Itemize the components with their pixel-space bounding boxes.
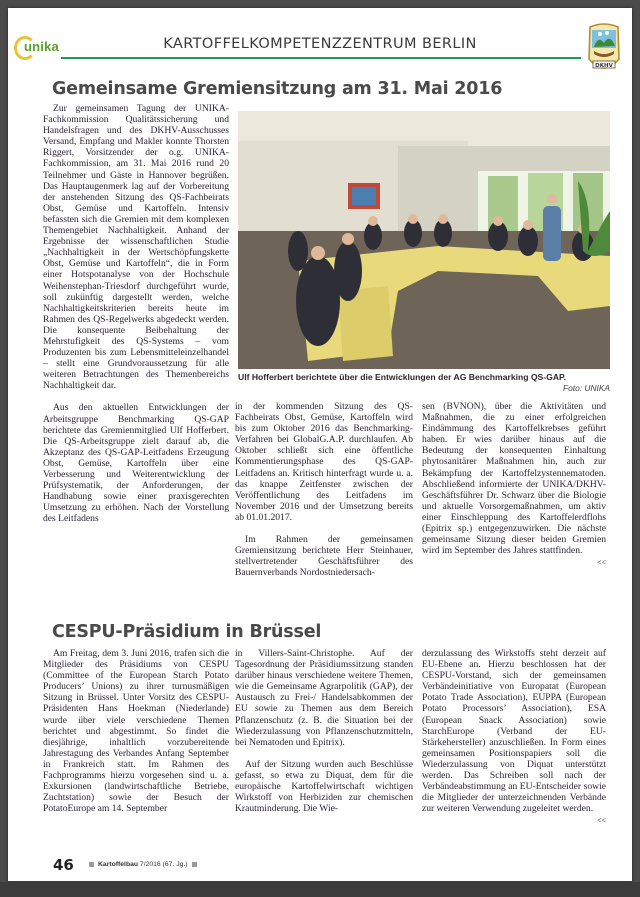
viewer-background <box>0 882 640 897</box>
article2-column-2 <box>235 648 413 814</box>
magazine-name: Kartoffelbau <box>98 861 139 868</box>
article2-column-3 <box>422 648 606 827</box>
header-divider <box>61 57 581 59</box>
article1-column-3 <box>422 401 606 568</box>
paragraph: in der kommenden Sitzung des QS-Fachbeirats Obst, Gemüse, Kartoffeln wird bis zum Oktober 2016 das Benchmarking-Verfahren bei GlobalG.A.P. durchlaufen. Ab Oktober schließt sich eine öffentliche Kommentierungsphase des QS-GAP-Leitfadens an. Kritisch hinterfragt wurde u. a. das knappe Zeitfenster zwischen der Veröffentlichung des Leitfadens im November 2016 und der Umsetzung bereits ab 01.01.2017. <box>235 401 413 523</box>
paragraph: Aus den aktuellen Entwicklungen der Arbeitsgruppe Benchmarking QS-GAP berichtete das Gremienmitglied Ulf Hofferbert. Die QS-Arbeitsgruppe zielt darauf ab, die Akzeptanz des QS-GAP-Leitfadens Erzeugung Obst, Gemüse, Kartoffeln über eine Verbesserung und Weiterentwicklung der Prüfsystematik, der Anforderungen, der Handhabung sowie einer praxisgerechten Umsetzung zu erhöhen. Nach der Vorstellung des Leitfadens <box>43 402 229 525</box>
paragraph: Am Freitag, dem 3. Juni 2016, trafen sich die Mitglieder des Präsidiums von CESPU (Committee of the European Starch Potato Producers’ Unions) zu ihrer turnusmäßigen Sitzung in Brüssel. Unter Vorsitz des CESPU-Präsidenten Hans Hoekman (Niederlande) wurde über viele verschiedene Themen berichtet und abgestimmt. So findet die diesjährige, inhaltlich vorzubereitende Jahrestagung des Verbandes Anfang September in Frankreich statt. Im Rahmen des Fachprogramms hierzu vorgesehen sind u. a. Exkursionen (landwirtschaftliche Betriebe, Zuchtstation) sowie der Besuch der PotatoEurope am 14. September <box>43 648 229 815</box>
dkhv-logo-icon <box>586 23 622 75</box>
paragraph: Im Rahmen der gemeinsamen Gremiensitzung berichtete Herr Steinhauer, stellvertretender Geschäftsführer des Bauernverbands Nordostniedersach- <box>235 534 413 579</box>
article2-column-1 <box>43 648 229 814</box>
paragraph: sen (BVNON), über die Aktivitäten und Maßnahmen, die zu einer erfolgreichen Eindämmung des Kartoffelkrebses geführt haben. Er wies darüber hinaus auf die Bedeutung der konsequenten Einhaltung phytosanitärer Maßnahmen hin, auch zur Bekämpfung der Kartoffelzystennematoden. Abschließend informierte der UNIKA/DKHV-Geschäftsführer Dr. Schwarz über die Biologie und aktuelle Vorsorgemaßnahmen, um aktiv einer Einschleppung des Kartoffelerdflohs (Epitrix sp.) entgegenzuwirken. Die nächste gemeinsame Sitzung dieser beiden Gremien wird im September des Jahres stattfinden. <box>422 401 606 557</box>
article-title: Gemeinsame Gremiensitzung am 31. Mai 2016 <box>52 79 503 99</box>
photo-credit: Foto: UNIKA <box>562 383 610 393</box>
article-title: CESPU-Präsidium in Brüssel <box>52 622 322 642</box>
square-bullet-icon <box>192 862 197 867</box>
header-title: KARTOFFELKOMPETENZZENTRUM BERLIN <box>163 36 477 52</box>
paragraph: in Villers-Saint-Christophe. Auf der Tagesordnung der Präsidiumssitzung standen darüber hinaus verschiedene weitere Themen, wie die Gemeinsame Agrarpolitik (GAP), der Austausch zu Frei-/ Handelsabkommen der EU sowie zu Themen aus dem Bereich Pflanzenschutz (z. B. die Situation bei der Wiederzulassung von Pflanzenschutzmitteln, bei Nematoden und Epitrix). <box>235 648 413 748</box>
magazine-issue: 7/2016 (67. Jg.) <box>139 861 188 868</box>
end-of-article-mark: << <box>596 816 606 826</box>
paragraph: derzulassung des Wirkstoffs steht derzeit auf EU-Ebene an. Hierzu beschlossen hat der CESPU-Vorstand, sich der gemeinsamen Verbändeinitiative von Europatat (European Potato Trade Association), EUPPA (European Potato Processors’ Association), ESA (European Snack Association) sowie StarchEurope (Verband der EU-Stärkehersteller) anzuschließen. In Form eines gemeinsamen Positionspapiers soll die Wiederzulassung von Diquat unterstützt werden. Das Schreiben soll nach der Verbändeabstimmung an EU-Entscheider sowie die Mitglieder der unterzeichnenden Verbände zur weiteren Verwendung zugeleitet werden. <box>422 648 606 815</box>
magazine-page <box>8 8 632 881</box>
dkhv-logo-text: DKHV <box>595 63 613 69</box>
article1-column-1 <box>43 103 229 524</box>
paragraph: Auf der Sitzung wurden auch Beschlüsse gefasst, so etwa zu Diquat, dem für die europäische Kartoffelwirtschaft wichtigen Wirkstoff von Herbiziden zur chemischen Krautminderung. Die Wie- <box>235 758 413 815</box>
square-bullet-icon <box>89 862 94 867</box>
unika-logo-text: unika <box>24 39 59 54</box>
magazine-footer <box>85 861 201 868</box>
photo-caption: Ulf Hofferbert berichtete über die Entwicklungen der AG Benchmarking QS-GAP. <box>238 372 567 382</box>
end-of-article-mark: << <box>596 558 606 568</box>
meeting-photo-image <box>238 111 610 369</box>
paragraph: Zur gemeinsamen Tagung der UNIKA-Fachkommission Qualitätssicherung und Handelsfragen und des DKHV-Ausschusses Versand, Empfang und Makler konnte Thorsten Riggert, Vorsitzender der o.g. UNIKA-Fachkommission, am 31. Mai 2016 rund 20 Teilnehmer und Gäste in Hannover begrüßen. Das Hauptaugenmerk lag auf der Vorbereitung der anstehenden Sitzung des QS-Fachbeirats Obst, Gemüse und Kartoffeln. Intensiv befassten sich die Gremien mit dem komplexen Themengebiet Nachhaltigkeit. Anhand der Ergebnisse der wissenschaftlichen Studie „Nachhaltigkeit in der Wertschöpfungskette Obst, Gemüse und Kartoffeln“, die in Form einer Hotspotanalyse von der Hochschule Weihenstephan-Triesdorf durchgeführt wurde, soll zukünftig dargestellt werden, welche Nachhaltigkeitskriterien bereits heute im Rahmen des QS-Regelwerks abgedeckt werden. Die konsequente Beibehaltung der Mehrstufigkeit des QS-Systems – vom Produzenten bis zum Lebensmitteleinzelhandel – stellt eine Grundvoraussetzung für alle weiteren Betrachtungen des Themenbereichs Nachhaltigkeit dar. <box>43 103 229 392</box>
article1-column-2 <box>235 401 413 578</box>
page-number: 46 <box>53 856 74 874</box>
meeting-photo <box>238 111 610 369</box>
